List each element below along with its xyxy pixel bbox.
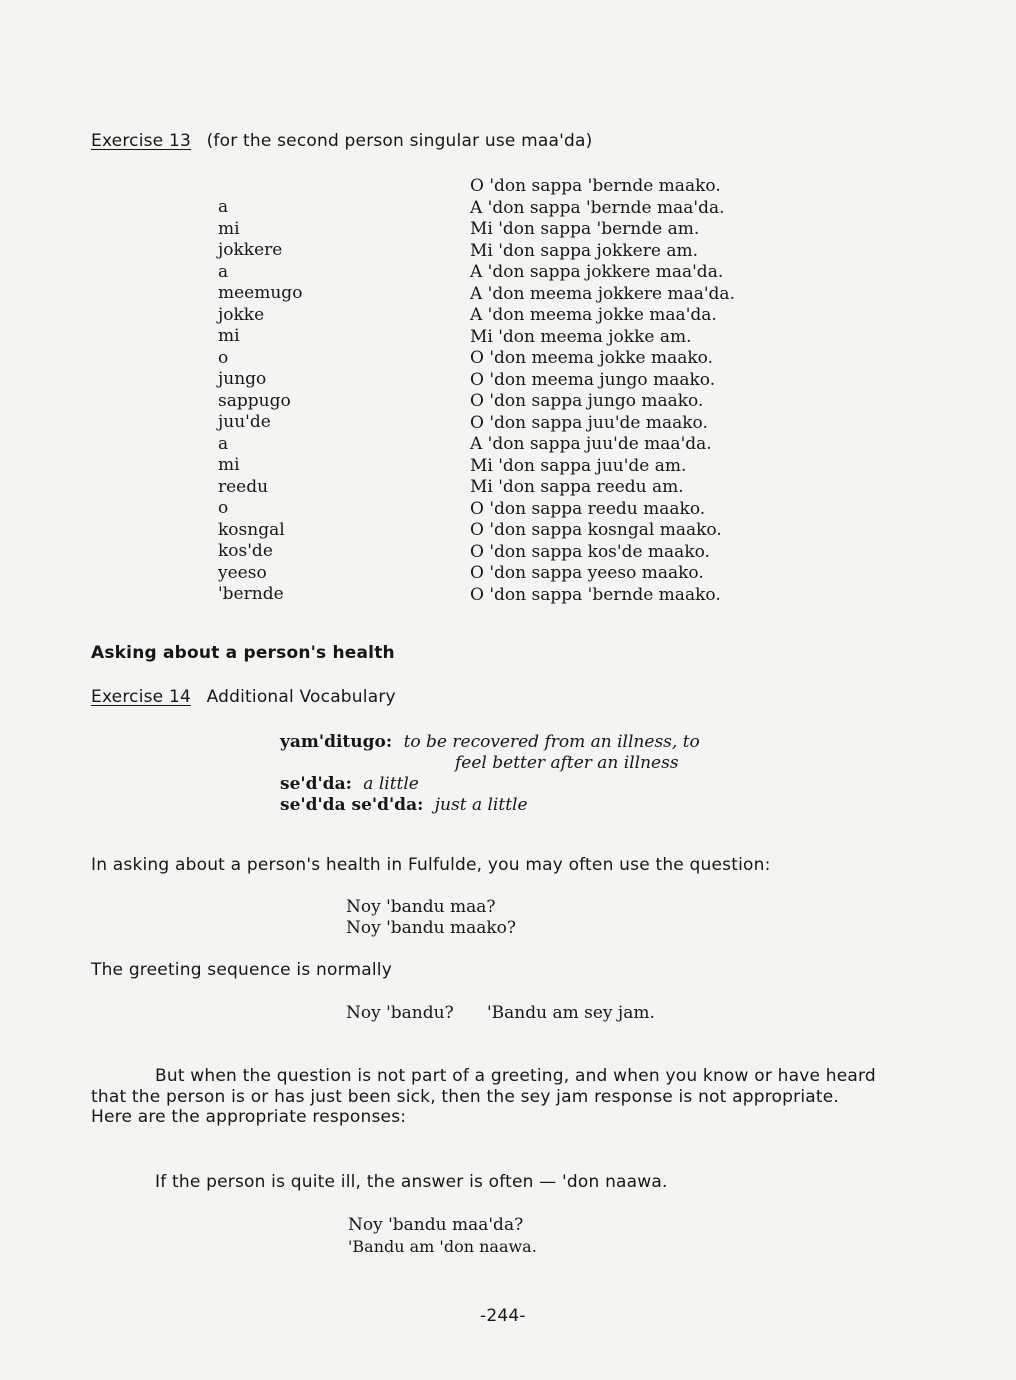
page-number: -244- bbox=[480, 1306, 526, 1326]
vocab-item bbox=[280, 795, 700, 816]
sentence-item: O 'don sappa jungo maako. bbox=[470, 391, 704, 411]
cue-item: a bbox=[218, 261, 229, 282]
cue-item: jokke bbox=[218, 304, 265, 325]
vocab-definition: just a little bbox=[434, 795, 528, 815]
sentence-item: O 'don sappa kosngal maako. bbox=[470, 520, 722, 540]
sentence-item: A 'don sappa jokkere maa'da. bbox=[470, 262, 724, 282]
sentence-item: Mi 'don sappa juu'de am. bbox=[470, 455, 687, 476]
cue-item: sappugo bbox=[218, 390, 291, 411]
cue-item: jokkere bbox=[218, 240, 283, 260]
paragraph-line: But when the question is not part of a greeting, and when you know or have heard bbox=[155, 1066, 876, 1086]
question-line: Noy 'bandu maa? bbox=[346, 897, 496, 917]
cue-item: mi bbox=[218, 326, 240, 346]
question-line: Noy 'bandu maako? bbox=[346, 918, 517, 938]
vocab-definition: feel better after an illness bbox=[455, 753, 679, 773]
cue-item: mi bbox=[218, 218, 240, 239]
sentence-item: O 'don sappa 'bernde maako. bbox=[470, 176, 721, 196]
sentence-item: A 'don meema jokke maa'da. bbox=[470, 305, 717, 325]
cue-item: kosngal bbox=[218, 519, 285, 540]
vocab-item bbox=[280, 732, 700, 753]
sentence-item: A 'don sappa juu'de maa'da. bbox=[470, 434, 712, 454]
ill-answer: 'Bandu am 'don naawa. bbox=[348, 1237, 537, 1256]
cue-item: a bbox=[218, 433, 229, 454]
vocab-item bbox=[280, 774, 700, 795]
cue-list bbox=[218, 197, 302, 606]
cue-item: kos'de bbox=[218, 541, 273, 561]
paragraph-line: Here are the appropriate responses: bbox=[91, 1107, 407, 1127]
cue-item: mi bbox=[218, 455, 240, 475]
sentence-list bbox=[470, 176, 735, 606]
vocab-definition-continued bbox=[280, 753, 700, 774]
ill-question: Noy 'bandu maa'da? bbox=[348, 1215, 524, 1235]
cue-item: juu'de bbox=[218, 412, 271, 432]
vocabulary-list bbox=[280, 732, 700, 816]
exercise-13-label: Exercise 13 bbox=[91, 131, 191, 151]
greeting-intro: The greeting sequence is normally bbox=[91, 960, 392, 980]
sentence-item: A 'don sappa 'bernde maa'da. bbox=[470, 197, 725, 218]
cue-item: o bbox=[218, 498, 229, 518]
greeting-question: Noy 'bandu? bbox=[346, 1003, 454, 1023]
cue-item: 'bernde bbox=[218, 584, 284, 604]
exercise-14-heading bbox=[91, 687, 396, 707]
sentence-item: Mi 'don sappa 'bernde am. bbox=[470, 219, 700, 239]
sentence-item: O 'don meema jokke maako. bbox=[470, 348, 713, 368]
exercise-14-label: Exercise 14 bbox=[91, 687, 191, 707]
sentence-item: O 'don sappa reedu maako. bbox=[470, 498, 706, 519]
sentence-item: O 'don sappa kos'de maako. bbox=[470, 541, 710, 562]
exercise-14-title: Additional Vocabulary bbox=[206, 687, 396, 707]
cue-item: o bbox=[218, 347, 229, 368]
section-heading: Asking about a person's health bbox=[91, 643, 395, 663]
sentence-item: O 'don sappa juu'de maako. bbox=[470, 412, 708, 433]
sentence-item: A 'don meema jokkere maa'da. bbox=[470, 283, 735, 304]
paragraph-line: that the person is or has just been sick, then the sey jam response is not appropriate. bbox=[91, 1087, 840, 1107]
sentence-item: Mi 'don meema jokke am. bbox=[470, 326, 692, 347]
cue-item: yeeso bbox=[218, 562, 267, 583]
greeting-answer: 'Bandu am sey jam. bbox=[487, 1003, 655, 1023]
cue-item: reedu bbox=[218, 476, 269, 497]
vocab-term: yam'ditugo: bbox=[280, 732, 393, 752]
vocab-term: se'd'da: bbox=[280, 774, 352, 794]
vocab-definition: to be recovered from an illness, to bbox=[403, 732, 700, 752]
exercise-13-heading bbox=[91, 131, 592, 151]
sentence-item: O 'don meema jungo maako. bbox=[470, 369, 716, 390]
ill-answer-text: If the person is quite ill, the answer is often — 'don naawa. bbox=[155, 1172, 668, 1192]
vocab-definition: a little bbox=[363, 774, 419, 794]
sentence-item: Mi 'don sappa jokkere am. bbox=[470, 240, 698, 261]
cue-item: meemugo bbox=[218, 283, 303, 303]
cue-item: jungo bbox=[218, 369, 267, 389]
cue-item: a bbox=[218, 197, 229, 217]
exercise-13-note: (for the second person singular use maa'da) bbox=[206, 131, 593, 151]
intro-text: In asking about a person's health in Fulfulde, you may often use the question: bbox=[91, 855, 771, 875]
sentence-item: Mi 'don sappa reedu am. bbox=[470, 477, 684, 497]
sentence-item: O 'don sappa yeeso maako. bbox=[470, 563, 704, 583]
vocab-term: se'd'da se'd'da: bbox=[280, 795, 424, 815]
sentence-item: O 'don sappa 'bernde maako. bbox=[470, 584, 721, 605]
